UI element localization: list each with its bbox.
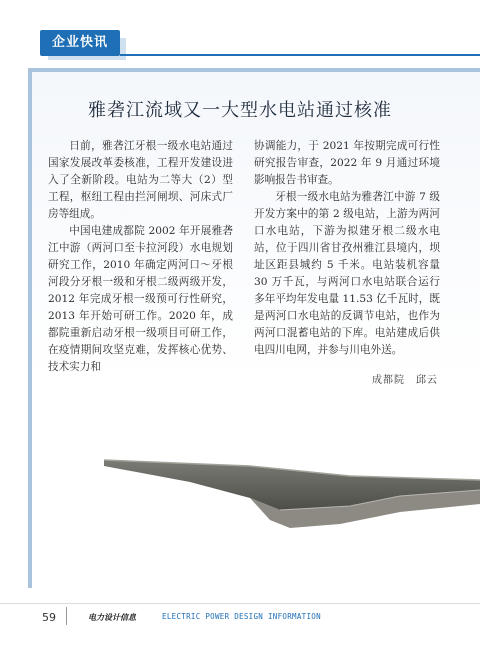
journal-name-cn: 电力设计信息 (88, 612, 136, 622)
article-column-left (48, 138, 233, 376)
header-rule (120, 54, 480, 56)
section-tag (40, 30, 120, 56)
paragraph-continued: 协调能力，于 2021 年按期完成可行性研究报告审查，2022 年 9 月通过环境影响报告书审查。 (254, 140, 440, 186)
paragraph: 中国电建成都院 2002 年开展雅砻江中游（两河口至卡拉河段）水电规划研究工作，2010 年确定两河口～牙根河段分牙根一级和牙根二级两级开发，2012 年完成牙根一级预可行性研究，2013 年开始可研工作。2020 年，成都院重新启动牙根一级项目可研工作，在疫情期间攻坚克难，发挥核心优势、技术实力和 (48, 225, 233, 373)
article-byline: 成都院 邱云 (372, 375, 438, 386)
footer-separator (66, 607, 67, 625)
dam-road-illustration (100, 432, 480, 542)
article-column-right (254, 138, 440, 359)
article-title: 雅砻江流域又一大型水电站通过核准 (88, 100, 392, 121)
section-tag-label: 企业快讯 (51, 35, 108, 50)
journal-name-en: ELECTRIC POWER DESIGN INFORMATION (162, 612, 321, 621)
footer-rule (0, 603, 480, 604)
page-number: 59 (42, 611, 56, 624)
paragraph: 牙根一级水电站为雅砻江中游 7 级开发方案中的第 2 级电站，上游为两河口水电站，下游为拟建牙根二级水电站，位于四川省甘孜州雅江县境内，坝址区距县城约 5 千米。电站装机容量 30 万千瓦，与两河口水电站联合运行多年平均年发电量 11.53 亿千瓦时，既是两河口水电站的反调节电站，也作为两河口混蓄电站的下库。电站建成后供电四川电网，并参与川电外送。 (254, 191, 440, 356)
paragraph: 日前，雅砻江牙根一级水电站通过国家发展改革委核准，工程开发建设进入了全新阶段。电站为二等大（2）型工程，枢纽工程由拦河闸坝、河床式厂房等组成。 (48, 140, 233, 220)
